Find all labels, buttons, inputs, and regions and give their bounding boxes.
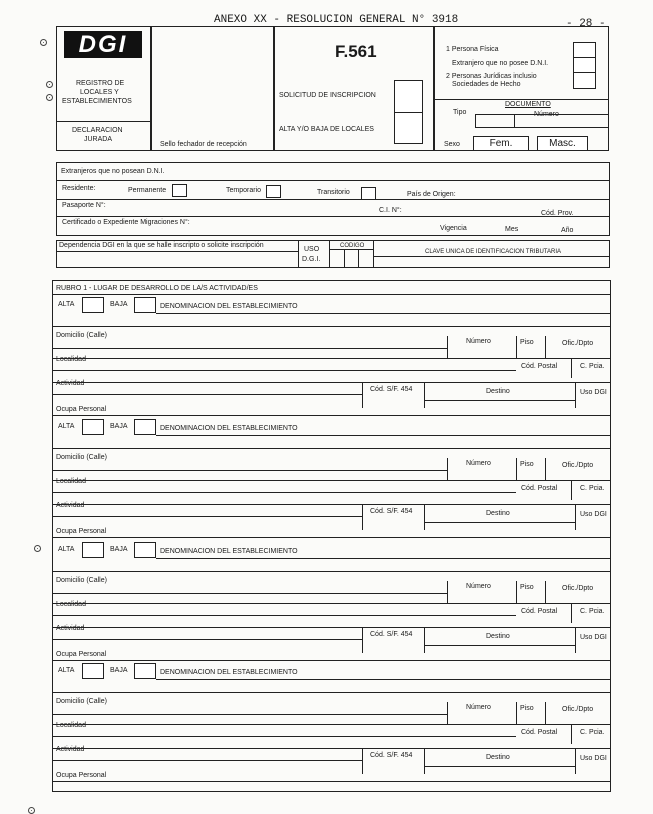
col-sep: [516, 581, 517, 603]
row-line: [52, 480, 611, 481]
baja-label: BAJA: [110, 423, 128, 430]
actividad-field[interactable]: [52, 394, 362, 395]
col-sep: [516, 458, 517, 480]
ocupa-personal-label: Ocupa Personal: [56, 651, 107, 658]
uso-label: USO: [304, 246, 320, 253]
col-sep: [424, 748, 425, 774]
col-sep: [424, 627, 425, 653]
extranjeros-heading: Extranjeros que no posean D.N.I.: [61, 168, 165, 175]
tipo-label: Tipo: [453, 109, 467, 116]
col-sep: [362, 382, 363, 408]
baja-checkbox[interactable]: [134, 419, 156, 435]
alta-checkbox[interactable]: [82, 542, 104, 558]
transitorio-label: Transitorio: [317, 189, 350, 196]
certificado-label: Certificado o Expediente Migraciones N°:: [62, 219, 190, 226]
block-divider: [52, 571, 611, 572]
actividad-label: Actividad: [56, 502, 85, 509]
numero-label: Número: [466, 338, 491, 345]
cod-postal-label: Cód. Postal: [521, 363, 558, 370]
localidad-field[interactable]: [52, 370, 516, 371]
uso-dgi-label: Uso DGI: [580, 634, 607, 641]
baja-checkbox[interactable]: [134, 297, 156, 313]
document-title: ANEXO XX - RESOLUCION GENERAL N° 3918: [214, 14, 459, 26]
denominacion-field[interactable]: [156, 679, 611, 680]
registro-label-line3: ESTABLECIMIENTOS: [62, 98, 132, 105]
vigencia-label: Vigencia: [440, 225, 467, 232]
masc-label: Masc.: [549, 138, 576, 149]
numero-doc-label: Número: [534, 111, 559, 118]
dependencia-label: Dependencia DGI en la que se halle inscripto o solicite inscripción: [59, 242, 264, 249]
sello-box: [151, 26, 274, 151]
domicilio-label: Domicilio (Calle): [56, 332, 107, 339]
margin-mark: [46, 81, 53, 88]
piso-label: Piso: [520, 584, 534, 591]
c-pcia-label: C. Pcia.: [580, 485, 605, 492]
col-sep: [575, 748, 576, 774]
alta-label: ALTA: [58, 423, 75, 430]
alta-checkbox[interactable]: [82, 663, 104, 679]
destino-label: Destino: [486, 754, 510, 761]
col-sep: [447, 458, 448, 480]
numero-label: Número: [466, 460, 491, 467]
uso-dgi-label: Uso DGI: [580, 389, 607, 396]
codigo-label: CODIGO: [340, 243, 365, 249]
denominacion-label: DENOMINACION DEL ESTABLECIMIENTO: [160, 303, 298, 310]
ofic-label: Ofic./Dpto: [562, 340, 594, 347]
col-sep: [571, 603, 572, 623]
block-divider: [52, 448, 611, 449]
col-sep: [447, 581, 448, 603]
page-number: - 28 -: [566, 18, 606, 30]
denominacion-label: DENOMINACION DEL ESTABLECIMIENTO: [160, 548, 298, 555]
localidad-field[interactable]: [52, 615, 516, 616]
uso-dgi-label: Uso DGI: [580, 755, 607, 762]
rubro-heading: RUBRO 1 - LUGAR DE DESARROLLO DE LA/S ACTIVIDAD/ES: [56, 285, 258, 292]
row-line: [52, 504, 611, 505]
cod-sf-label: Cód. S/F. 454: [370, 386, 413, 393]
col-sep: [571, 480, 572, 500]
row-line: [52, 724, 611, 725]
col-sep: [447, 702, 448, 724]
row-line: [52, 627, 611, 628]
ofic-label: Ofic./Dpto: [562, 585, 594, 592]
block-bottom: [52, 781, 611, 782]
localidad-label: Localidad: [56, 356, 86, 363]
ci-label: C.I. N°:: [379, 207, 402, 214]
baja-checkbox[interactable]: [134, 542, 156, 558]
cod-prov-label: Cód. Prov.: [541, 210, 574, 217]
uso-dgi-label: Uso DGI: [580, 511, 607, 518]
col-sep: [571, 358, 572, 378]
margin-mark: [40, 39, 47, 46]
c-pcia-label: C. Pcia.: [580, 608, 605, 615]
destino-field[interactable]: [424, 645, 575, 646]
col-sep: [571, 724, 572, 744]
col-sep: [362, 748, 363, 774]
ocupa-personal-label: Ocupa Personal: [56, 528, 107, 535]
col-sep: [362, 504, 363, 530]
row-line: [52, 358, 611, 359]
baja-checkbox[interactable]: [134, 663, 156, 679]
numero-label: Número: [466, 583, 491, 590]
col-sep: [575, 382, 576, 408]
denominacion-label: DENOMINACION DEL ESTABLECIMIENTO: [160, 425, 298, 432]
cod-postal-label: Cód. Postal: [521, 729, 558, 736]
declaracion-label-line1: DECLARACION: [72, 127, 123, 134]
denominacion-label: DENOMINACION DEL ESTABLECIMIENTO: [160, 669, 298, 676]
domicilio-field[interactable]: [52, 348, 447, 349]
sello-label: Sello fechador de recepción: [160, 141, 247, 148]
domicilio-label: Domicilio (Calle): [56, 577, 107, 584]
destino-label: Destino: [486, 510, 510, 517]
denominacion-field[interactable]: [156, 435, 611, 436]
col-sep: [362, 627, 363, 653]
col-sep: [545, 702, 546, 724]
declaracion-label-line2: JURADA: [84, 136, 113, 143]
solicitud-label: SOLICITUD DE INSCRIPCION: [279, 92, 376, 99]
domicilio-field[interactable]: [52, 714, 447, 715]
row-line: [52, 603, 611, 604]
rubro-section: [52, 280, 611, 792]
col-sep: [545, 581, 546, 603]
sexo-label: Sexo: [444, 141, 460, 148]
row-line: [52, 382, 611, 383]
baja-label: BAJA: [110, 546, 128, 553]
col-sep: [575, 504, 576, 530]
cod-sf-label: Cód. S/F. 454: [370, 752, 413, 759]
alta-label: ALTA: [58, 301, 75, 308]
numero-label: Número: [466, 704, 491, 711]
c-pcia-label: C. Pcia.: [580, 363, 605, 370]
cod-postal-label: Cód. Postal: [521, 485, 558, 492]
dgi-label: D.G.I.: [302, 256, 321, 263]
col-sep: [575, 627, 576, 653]
domicilio-label: Domicilio (Calle): [56, 698, 107, 705]
alta-baja-label: ALTA Y/O BAJA DE LOCALES: [279, 126, 374, 133]
persona-option-1: 1 Persona Física: [446, 46, 499, 53]
ofic-label: Ofic./Dpto: [562, 462, 594, 469]
ocupa-personal-label: Ocupa Personal: [56, 772, 107, 779]
cod-postal-label: Cód. Postal: [521, 608, 558, 615]
cod-sf-label: Cód. S/F. 454: [370, 631, 413, 638]
alta-label: ALTA: [58, 546, 75, 553]
destino-field[interactable]: [424, 522, 575, 523]
localidad-field[interactable]: [52, 736, 516, 737]
col-sep: [516, 702, 517, 724]
piso-label: Piso: [520, 705, 534, 712]
temporario-label: Temporario: [226, 187, 262, 194]
cuit-field[interactable]: [373, 256, 610, 257]
sexo-fem-option[interactable]: [473, 136, 529, 151]
residente-label: Residente:: [62, 185, 96, 192]
block-bottom: [52, 660, 611, 661]
denominacion-field[interactable]: [156, 558, 611, 559]
actividad-label: Actividad: [56, 746, 85, 753]
c-pcia-label: C. Pcia.: [580, 729, 605, 736]
destino-field[interactable]: [424, 400, 575, 401]
col-sep: [424, 504, 425, 530]
alta-checkbox[interactable]: [82, 419, 104, 435]
domicilio-field[interactable]: [52, 593, 447, 594]
persona-option-2b: Sociedades de Hecho: [452, 81, 521, 88]
margin-mark: [28, 807, 35, 814]
form-number: F.561: [335, 42, 377, 61]
persona-option-extranjero: Extranjero que no posee D.N.I.: [452, 60, 549, 67]
col-sep: [447, 336, 448, 358]
col-sep: [424, 382, 425, 408]
col-sep: [516, 336, 517, 358]
margin-mark: [34, 545, 41, 552]
block-bottom: [52, 415, 611, 416]
block-divider: [52, 692, 611, 693]
row-line: [52, 748, 611, 749]
dgi-logo: DGI: [64, 31, 142, 58]
alta-label: ALTA: [58, 667, 75, 674]
actividad-label: Actividad: [56, 625, 85, 632]
destino-label: Destino: [486, 633, 510, 640]
block-bottom: [52, 537, 611, 538]
persona-option-2: 2 Personas Jurídicas inclusio: [446, 73, 537, 80]
cuit-label: CLAVE UNICA DE IDENTIFICACION TRIBUTARIA: [425, 249, 562, 255]
block-divider: [52, 326, 611, 327]
sexo-masc-option[interactable]: [537, 136, 588, 151]
documento-field[interactable]: [475, 114, 609, 128]
domicilio-field[interactable]: [52, 470, 447, 471]
ocupa-personal-label: Ocupa Personal: [56, 406, 107, 413]
denominacion-field[interactable]: [156, 313, 611, 314]
permanente-label: Permanente: [128, 187, 167, 194]
cod-sf-label: Cód. S/F. 454: [370, 508, 413, 515]
destino-field[interactable]: [424, 766, 575, 767]
baja-label: BAJA: [110, 667, 128, 674]
localidad-label: Localidad: [56, 601, 86, 608]
fem-label: Fem.: [489, 138, 513, 149]
col-sep: [545, 336, 546, 358]
actividad-field[interactable]: [52, 516, 362, 517]
piso-label: Piso: [520, 339, 534, 346]
actividad-field[interactable]: [52, 639, 362, 640]
destino-label: Destino: [486, 388, 510, 395]
domicilio-label: Domicilio (Calle): [56, 454, 107, 461]
localidad-label: Localidad: [56, 722, 86, 729]
registro-label-line1: REGISTRO DE: [76, 80, 125, 87]
piso-label: Piso: [520, 461, 534, 468]
alta-checkbox[interactable]: [82, 297, 104, 313]
pasaporte-label: Pasaporte N°:: [62, 202, 106, 209]
permanente-checkbox[interactable]: [172, 184, 187, 197]
anio-label: Año: [561, 227, 574, 234]
margin-mark: [46, 94, 53, 101]
ofic-label: Ofic./Dpto: [562, 706, 594, 713]
mes-label: Mes: [505, 226, 519, 233]
persona-type-checkboxes[interactable]: [573, 42, 596, 89]
baja-label: BAJA: [110, 301, 128, 308]
actividad-label: Actividad: [56, 380, 85, 387]
temporario-checkbox[interactable]: [266, 185, 281, 198]
localidad-label: Localidad: [56, 478, 86, 485]
actividad-field[interactable]: [52, 760, 362, 761]
localidad-field[interactable]: [52, 492, 516, 493]
registro-label-line2: LOCALES Y: [80, 89, 119, 96]
documento-label: DOCUMENTO: [505, 101, 551, 108]
pais-origen-label: País de Origen:: [407, 191, 456, 198]
col-sep: [545, 458, 546, 480]
